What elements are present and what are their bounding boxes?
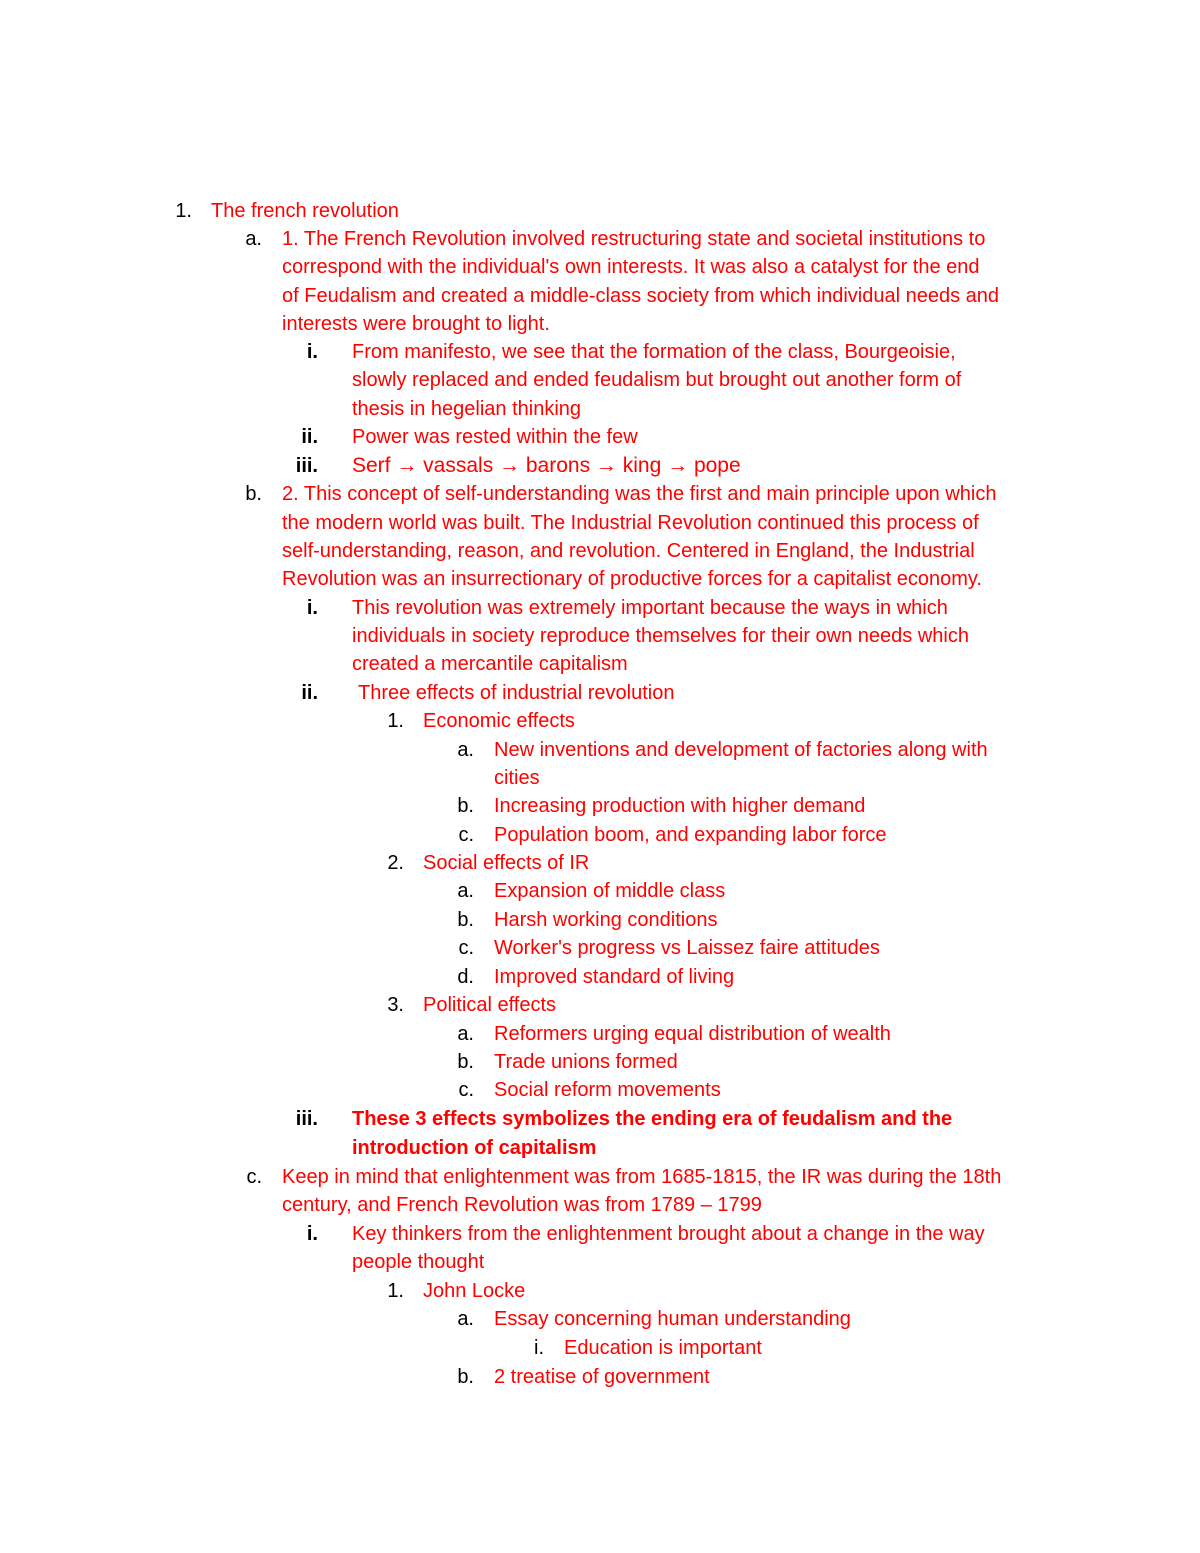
list-marker: b.: [457, 1051, 474, 1073]
list-item-line: people thought: [352, 1251, 485, 1273]
list-item-line: Power was rested within the few: [352, 426, 638, 448]
list-marker: 1.: [387, 710, 404, 732]
list-marker: a.: [457, 880, 474, 902]
list-marker: ii.: [301, 682, 318, 704]
list-marker: d.: [457, 966, 474, 988]
list-item-line: created a mercantile capitalism: [352, 653, 628, 675]
list-marker: a.: [457, 1023, 474, 1045]
list-marker: 1.: [387, 1280, 404, 1302]
list-item-line: 1. The French Revolution involved restructuring state and societal institutions to: [282, 228, 986, 250]
list-item-line: 2 treatise of government: [494, 1366, 710, 1388]
list-item-line: Expansion of middle class: [494, 880, 726, 902]
list-marker: a.: [245, 228, 262, 250]
outline-heading-french-revolution: The french revolution: [211, 200, 399, 222]
list-marker: i.: [306, 1223, 318, 1245]
list-marker: iii.: [295, 455, 318, 477]
list-marker: i.: [306, 597, 318, 619]
list-item-line: cities: [494, 767, 540, 789]
list-item-line: Political effects: [423, 994, 557, 1016]
list-item-line: interests were brought to light.: [282, 313, 550, 335]
list-marker: iii.: [295, 1108, 318, 1130]
list-marker: c.: [458, 937, 474, 959]
list-marker: c.: [246, 1166, 262, 1188]
list-marker: b.: [457, 1366, 474, 1388]
list-item-line: century, and French Revolution was from 1789 – 1799: [282, 1194, 762, 1216]
list-item-line: 2. This concept of self-understanding was the first and main principle upon which: [282, 483, 997, 505]
list-item-line: Social reform movements: [494, 1079, 721, 1101]
list-item-line: This revolution was extremely important because the ways in which: [352, 597, 948, 619]
list-marker: c.: [458, 824, 474, 846]
list-item-line: From manifesto, we see that the formation of the class, Bourgeoisie,: [352, 341, 956, 363]
list-item-line: Serf → vassals → barons → king → pope: [352, 454, 741, 477]
list-item-line: introduction of capitalism: [352, 1137, 597, 1159]
list-item-line: Essay concerning human understanding: [494, 1308, 851, 1330]
list-item-line: Education is important: [564, 1337, 762, 1359]
list-item-line: Increasing production with higher demand: [494, 795, 866, 817]
list-item-line: individuals in society reproduce themselves for their own needs which: [352, 625, 969, 647]
list-item-line: Improved standard of living: [494, 966, 735, 988]
list-marker: 2.: [387, 852, 404, 874]
list-item-line: Worker's progress vs Laissez faire attitudes: [494, 937, 880, 959]
list-item-line: Three effects of industrial revolution: [358, 682, 675, 704]
list-marker: 3.: [387, 994, 404, 1016]
list-item-line: Reformers urging equal distribution of wealth: [494, 1023, 891, 1045]
list-item-line: self-understanding, reason, and revolution. Centered in England, the Industrial: [282, 540, 975, 562]
list-item-line: Harsh working conditions: [494, 909, 718, 931]
list-marker: i.: [306, 341, 318, 363]
list-marker: ii.: [301, 426, 318, 448]
list-marker: b.: [245, 483, 262, 505]
list-marker: i.: [534, 1337, 544, 1359]
list-item-line: Economic effects: [423, 710, 575, 732]
list-marker: 1.: [175, 200, 192, 222]
list-marker: c.: [458, 1079, 474, 1101]
list-item-line: John Locke: [423, 1280, 526, 1302]
list-marker: a.: [457, 739, 474, 761]
list-item-line: of Feudalism and created a middle-class society from which individual needs and: [282, 285, 1000, 307]
list-item-line: the modern world was built. The Industrial Revolution continued this process of: [282, 512, 979, 534]
list-item-line: correspond with the individual's own interests. It was also a catalyst for the end: [282, 256, 980, 278]
list-item-line: Social effects of IR: [423, 852, 590, 874]
list-marker: b.: [457, 795, 474, 817]
list-item-line: New inventions and development of factories along with: [494, 739, 988, 761]
list-item-line: Key thinkers from the enlightenment brought about a change in the way: [352, 1223, 985, 1245]
list-item-line: These 3 effects symbolizes the ending era of feudalism and the: [352, 1108, 953, 1130]
list-marker: a.: [457, 1308, 474, 1330]
list-item-line: Keep in mind that enlightenment was from 1685-1815, the IR was during the 18th: [282, 1166, 1002, 1188]
list-marker: b.: [457, 909, 474, 931]
list-item-line: Population boom, and expanding labor force: [494, 824, 887, 846]
list-item-line: thesis in hegelian thinking: [352, 398, 582, 420]
list-item-line: slowly replaced and ended feudalism but brought out another form of: [352, 369, 962, 391]
list-item-line: Revolution was an insurrectionary of productive forces for a capitalist economy.: [282, 568, 982, 590]
list-item-line: Trade unions formed: [494, 1051, 678, 1073]
